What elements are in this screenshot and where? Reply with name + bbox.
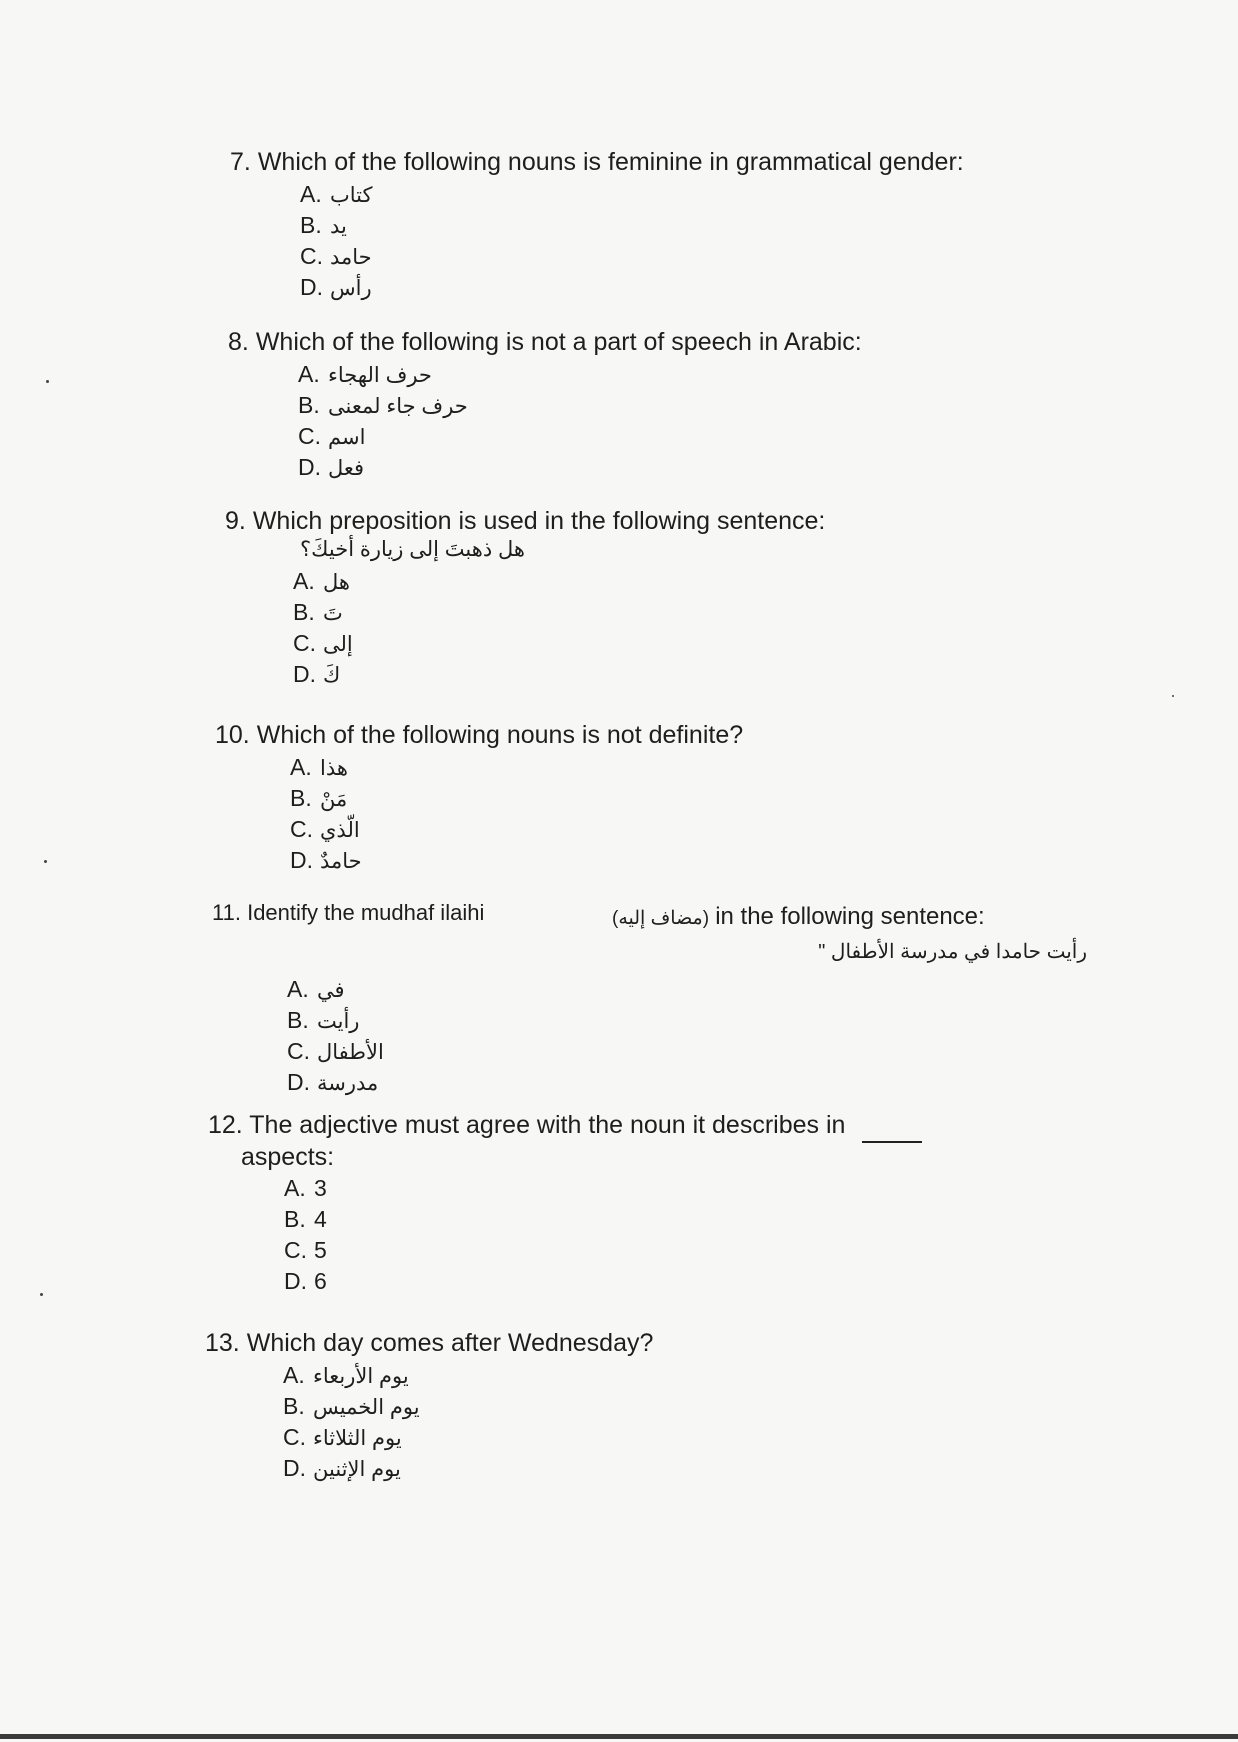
arabic-term: (مضاف إليه) bbox=[612, 908, 710, 929]
option-d: D. حامدٌ bbox=[290, 847, 362, 873]
options-list bbox=[298, 359, 862, 483]
question-number: 11. bbox=[212, 900, 241, 925]
scan-speck bbox=[46, 380, 49, 383]
question-number: 8. bbox=[228, 328, 249, 356]
question-number: 7. bbox=[230, 148, 251, 176]
option-a: A. يوم الأربعاء bbox=[283, 1362, 409, 1388]
option-a: A. كتاب bbox=[300, 181, 373, 207]
option-d: D. رأس bbox=[300, 274, 372, 300]
option-b: B. حرف جاء لمعنى bbox=[298, 392, 468, 418]
question-text: Which day comes after Wednesday? bbox=[246, 1329, 654, 1357]
scan-speck bbox=[44, 860, 47, 863]
question-12 bbox=[208, 1110, 922, 1297]
question-11 bbox=[212, 898, 1092, 1098]
arabic-sentence: هل ذهبتَ إلى زيارة أخيكَ؟ bbox=[300, 538, 525, 561]
option-c: C. حامد bbox=[300, 243, 372, 269]
question-10 bbox=[215, 720, 743, 876]
option-b: B. تَ bbox=[293, 599, 343, 625]
option-c: C. يوم الثلاثاء bbox=[283, 1424, 402, 1450]
question-number: 9. bbox=[225, 507, 246, 535]
question-text: Which preposition is used in the following sentence: bbox=[252, 507, 826, 535]
option-a: A. حرف الهجاء bbox=[298, 361, 432, 387]
options-list bbox=[290, 752, 743, 876]
question-number: 10. bbox=[215, 721, 250, 749]
option-d: D. يوم الإثنين bbox=[283, 1455, 401, 1481]
scan-speck bbox=[40, 1293, 43, 1296]
question-stem bbox=[205, 1328, 653, 1358]
question-text-continued: in the following sentence: bbox=[715, 903, 985, 930]
question-text: Which of the following is not a part of speech in Arabic: bbox=[255, 328, 862, 356]
question-stem bbox=[230, 147, 964, 177]
option-b: B. يد bbox=[300, 212, 347, 238]
question-stem bbox=[208, 1110, 922, 1143]
option-b: B. 4 bbox=[284, 1206, 327, 1232]
question-stem bbox=[212, 898, 1092, 928]
option-a: A. 3 bbox=[284, 1175, 327, 1201]
arabic-sentence: رأيت حامدا في مدرسة الأطفال " bbox=[818, 941, 1087, 963]
question-number: 13. bbox=[205, 1329, 240, 1357]
question-number: 12. bbox=[208, 1111, 243, 1139]
page-bottom-edge bbox=[0, 1734, 1238, 1739]
options-list bbox=[287, 974, 1092, 1098]
scan-speck bbox=[1172, 695, 1174, 697]
options-list bbox=[300, 179, 964, 303]
answer-blank bbox=[862, 1141, 922, 1143]
option-b: B. رأيت bbox=[287, 1007, 360, 1033]
question-8 bbox=[228, 327, 862, 483]
question-text: The adjective must agree with the noun it describes in bbox=[249, 1111, 846, 1139]
option-c: C. اسم bbox=[298, 423, 366, 449]
option-c: C. الأطفال bbox=[287, 1038, 384, 1064]
option-d: D. كَ bbox=[293, 661, 341, 687]
option-c: C. إلى bbox=[293, 630, 353, 656]
option-d: D. 6 bbox=[284, 1268, 327, 1294]
options-list bbox=[293, 566, 825, 690]
question-13 bbox=[205, 1328, 653, 1484]
question-7 bbox=[230, 147, 964, 303]
options-list bbox=[284, 1173, 922, 1297]
option-d: D. فعل bbox=[298, 454, 365, 480]
question-text-line2: aspects: bbox=[241, 1143, 335, 1171]
question-stem bbox=[215, 720, 743, 750]
options-list bbox=[283, 1360, 653, 1484]
option-c: C. الّذي bbox=[290, 816, 360, 842]
option-a: A. في bbox=[287, 976, 345, 1002]
option-b: B. يوم الخميس bbox=[283, 1393, 420, 1419]
question-stem bbox=[225, 506, 825, 536]
question-text: Which of the following nouns is feminine in grammatical gender: bbox=[257, 148, 964, 176]
option-a: A. هذا bbox=[290, 754, 348, 780]
option-b: B. مَنْ bbox=[290, 785, 348, 811]
question-text: Which of the following nouns is not definite? bbox=[256, 721, 744, 749]
question-stem bbox=[228, 327, 862, 357]
option-a: A. هل bbox=[293, 568, 350, 594]
question-text: Identify the mudhaf ilaihi bbox=[247, 900, 485, 925]
question-9 bbox=[225, 506, 825, 690]
option-c: C. 5 bbox=[284, 1237, 327, 1263]
option-d: D. مدرسة bbox=[287, 1069, 379, 1095]
